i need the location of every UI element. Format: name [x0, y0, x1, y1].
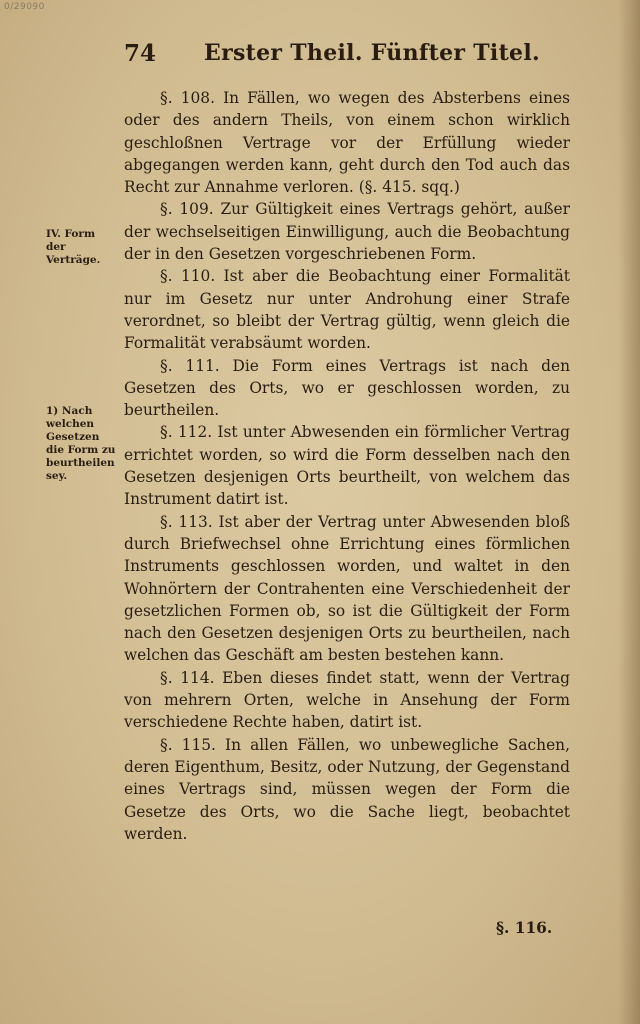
- margin-note-form: IV. Form der Verträge.: [46, 228, 101, 266]
- library-stamp: 0/29090: [4, 2, 45, 12]
- page-number: 74: [124, 40, 157, 67]
- paragraph-115: §. 115. In allen Fällen, wo unbewegliche Sachen, deren Eigenthum, Besitz, oder Nutzung, der Gegenstand eines Vertrags sind, müssen wegen der Form die Gesetze des Orts, wo die Sache liegt, beobachtet werden.: [124, 735, 570, 843]
- margin-note-law: 1) Nach welchen Gesetzen die Form zu beurtheilen sey.: [46, 405, 116, 482]
- running-head: Erster Theil. Fünfter Titel.: [204, 40, 540, 66]
- page-header: [124, 40, 574, 74]
- paragraph-111: §. 111. Die Form eines Vertrags ist nach den Gesetzen des Orts, wo er geschlossen worden, zu beurtheilen.: [124, 356, 570, 420]
- paragraph-114: §. 114. Eben dieses findet statt, wenn der Vertrag von mehrern Orten, welche in Ansehung der Form verschiedene Rechte haben, datirt ist.: [124, 668, 570, 732]
- paragraph-108: §. 108. In Fällen, wo wegen des Absterbens eines oder des andern Theils, von einem schon wirklich geschloßnen Vertrage vor der Erfüllung wieder abgegangen werden kann, geht durch den Tod auch das Recht zur Annahme verloren. (§. 415. sqq.): [124, 89, 570, 197]
- paragraph-113: §. 113. Ist aber der Vertrag unter Abwesenden bloß durch Briefwechsel ohne Errichtung eines förmlichen Instruments geschlossen worden, und waltet in den Wohnörtern der Contrahenten eine Verschiedenheit der gesetzlichen Formen ob, so ist die Gültigkeit der Form nach den Gesetzen desjenigen Orts zu beurtheilen, nach welchen das Geschäft am besten bestehen kann.: [124, 512, 570, 665]
- paragraph-110: §. 110. Ist aber die Beobachtung einer Formalität nur im Gesetz nur unter Androhung einer Strafe verordnet, so bleibt der Vertrag gültig, wenn gleich die Formalität verabsäumt worden.: [124, 267, 570, 353]
- body-text: [124, 87, 570, 845]
- catchword: §. 116.: [496, 919, 553, 937]
- paragraph-112: §. 112. Ist unter Abwesenden ein förmlicher Vertrag errichtet worden, so wird die Form desselben nach den Gesetzen desjenigen Orts beurtheilt, von welchem das Instrument datirt ist.: [124, 423, 570, 509]
- paragraph-109: §. 109. Zur Gültigkeit eines Vertrags gehört, außer der wechselseitigen Einwilligung, auch die Beobachtung der in den Gesetzen vorgeschriebenen Form.: [124, 200, 570, 264]
